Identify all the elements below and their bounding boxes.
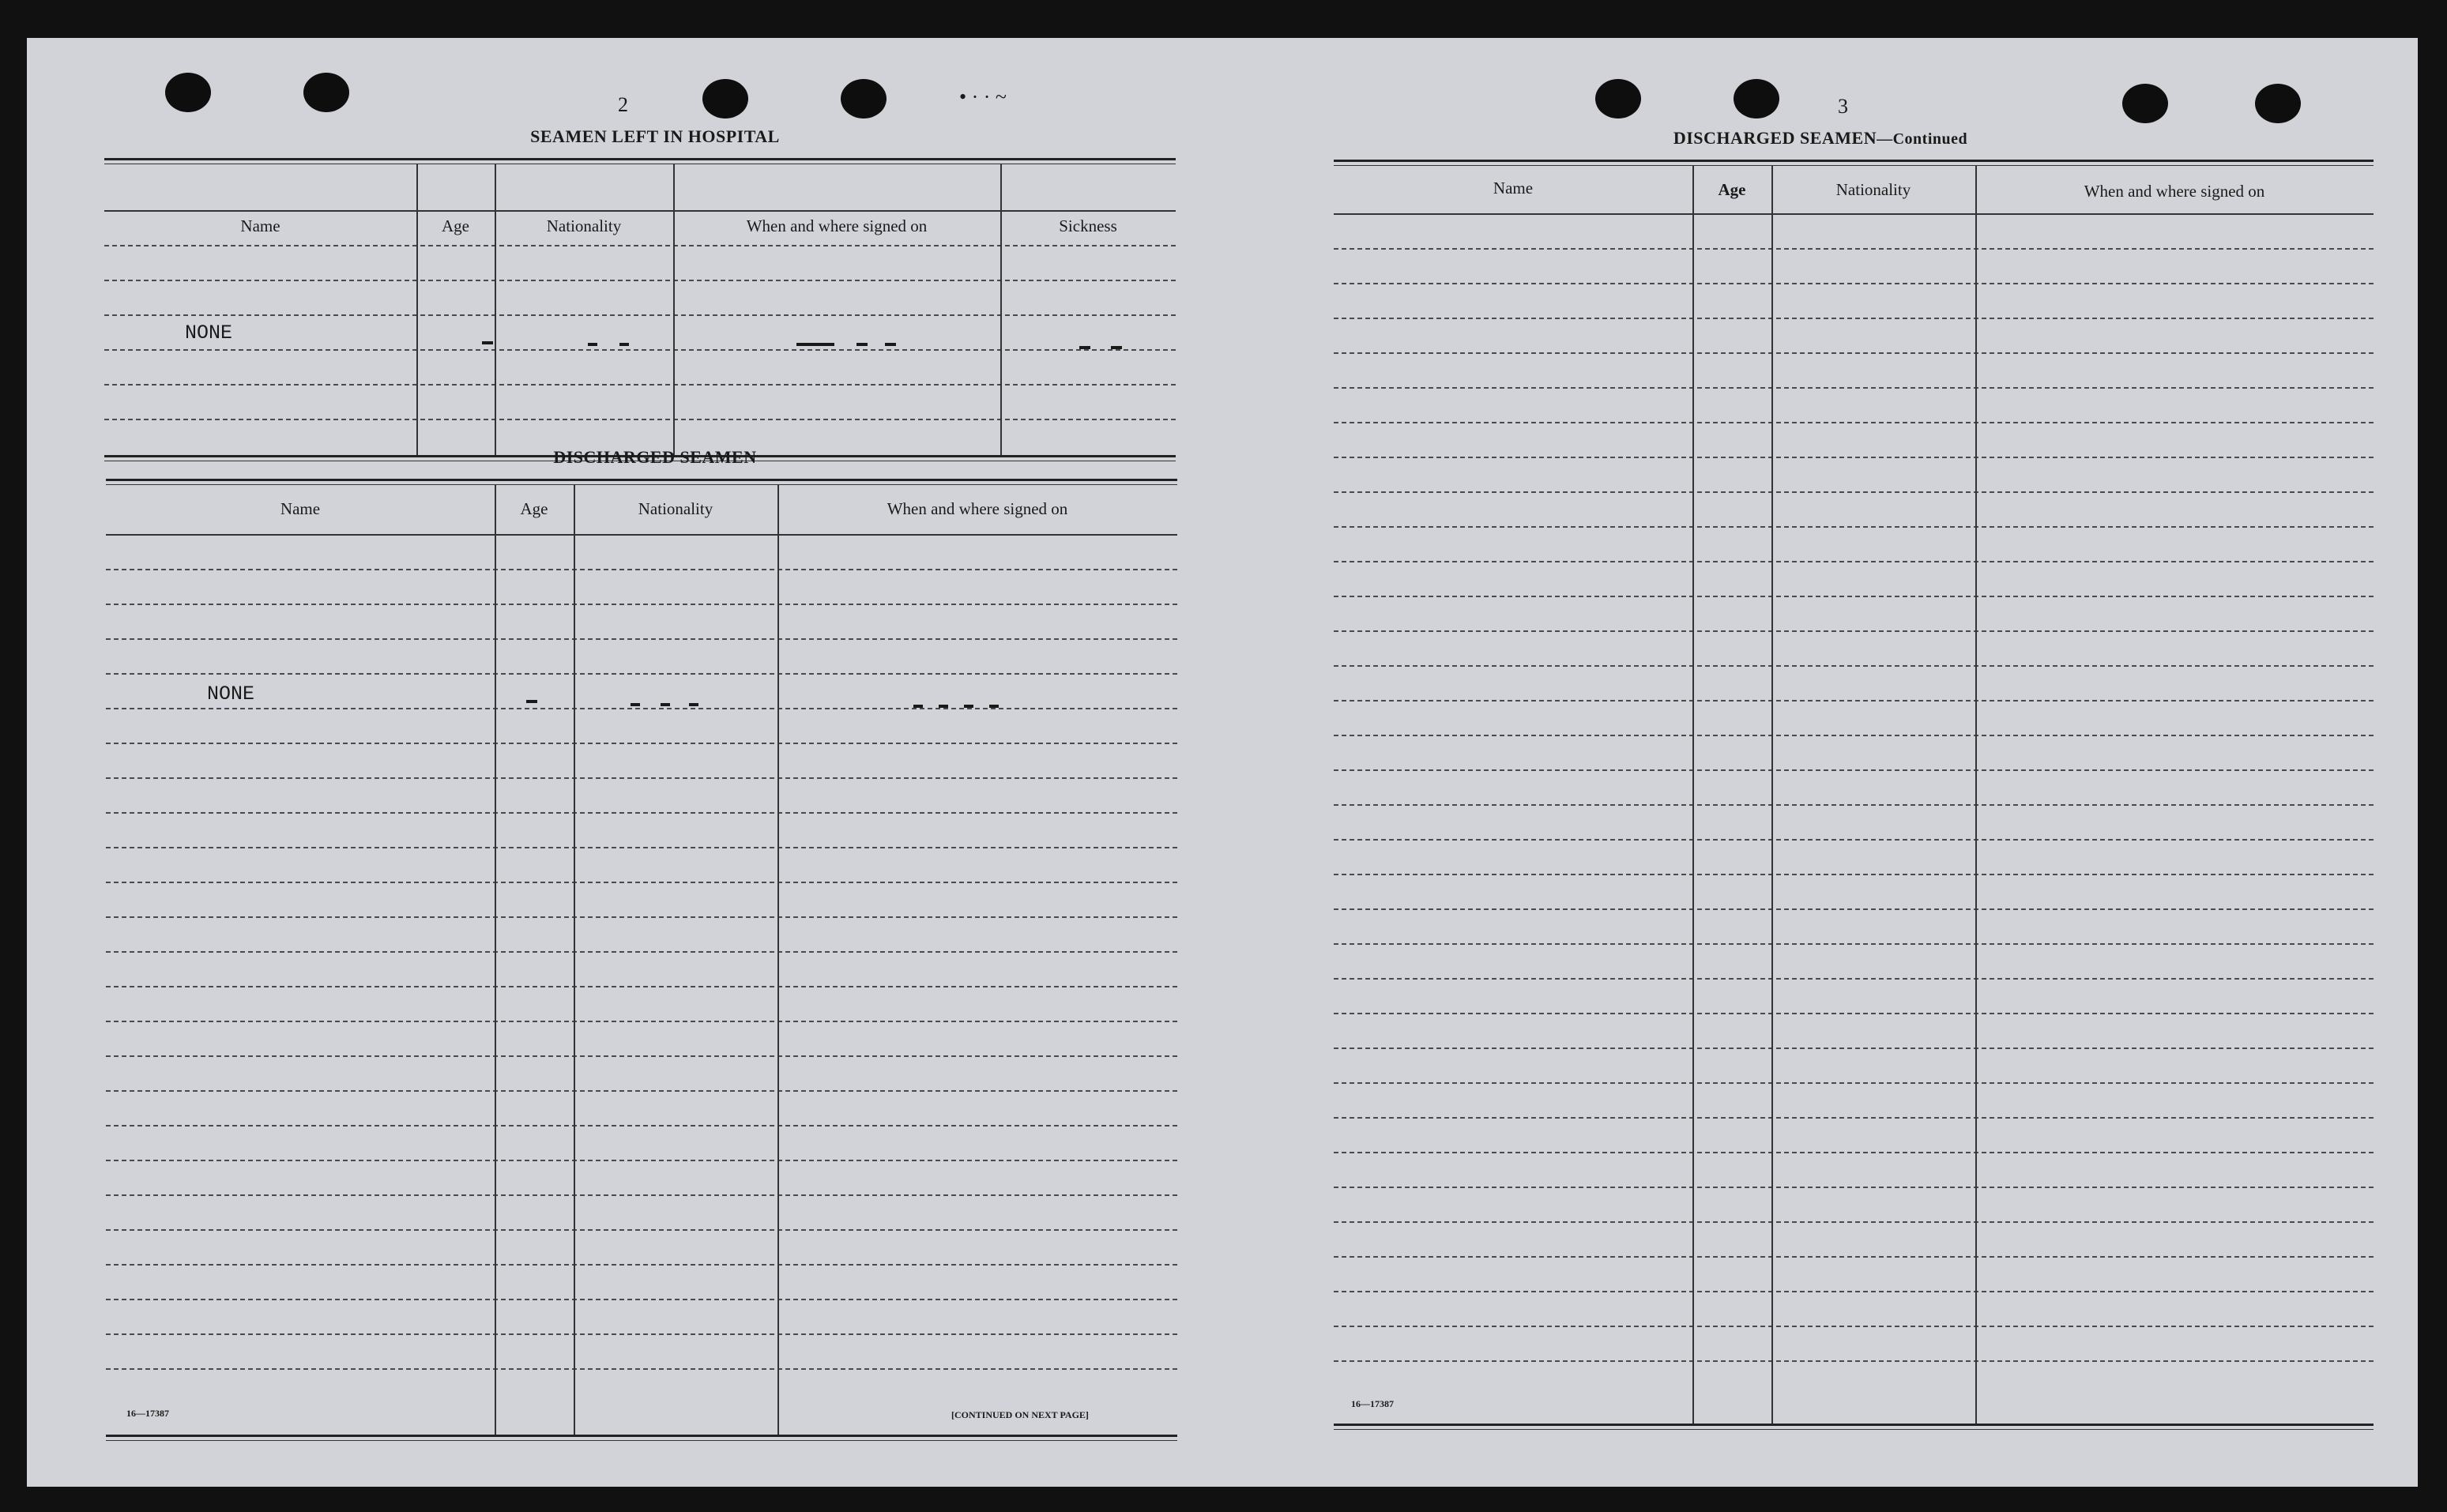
continued-note: [CONTINUED ON NEXT PAGE] bbox=[951, 1409, 1089, 1420]
title-continued: —Continued bbox=[1877, 130, 1968, 148]
form-code: 16—17387 bbox=[1351, 1398, 1394, 1409]
blank-dash bbox=[989, 705, 999, 708]
page-number: 3 bbox=[1838, 95, 1848, 118]
left-page bbox=[27, 38, 1212, 1487]
document-sheet bbox=[27, 38, 2418, 1487]
column-header-signed-on: When and where signed on bbox=[887, 499, 1068, 518]
blank-dash bbox=[588, 343, 597, 346]
hospital-section-title: SEAMEN LEFT IN HOSPITAL bbox=[530, 126, 780, 146]
blank-dash bbox=[856, 343, 868, 346]
column-header-sickness: Sickness bbox=[1059, 216, 1117, 235]
entry-name: NONE bbox=[185, 322, 233, 344]
blank-dash bbox=[939, 705, 948, 708]
blank-dash bbox=[661, 703, 670, 706]
column-header-signed-on: When and where signed on bbox=[746, 216, 928, 235]
blank-dash bbox=[689, 703, 698, 706]
column-header-name: Name bbox=[1493, 179, 1534, 197]
column-header-name: Name bbox=[240, 216, 280, 235]
form-code: 16—17387 bbox=[126, 1408, 169, 1419]
right-page bbox=[1244, 38, 2418, 1487]
blank-dash bbox=[482, 341, 493, 344]
blank-dash bbox=[619, 343, 629, 346]
blank-dash bbox=[526, 700, 537, 703]
blank-dash bbox=[885, 343, 896, 346]
discharged-section-title: DISCHARGED SEAMEN bbox=[553, 447, 757, 467]
column-header-nationality: Nationality bbox=[546, 216, 622, 235]
blank-dash bbox=[631, 703, 640, 706]
blank-dash bbox=[1111, 346, 1122, 349]
page-number: 2 bbox=[618, 93, 628, 116]
discharged-continued-table bbox=[1334, 160, 2374, 1424]
column-header-signed-on: When and where signed on bbox=[2084, 182, 2265, 201]
discharged-continued-title bbox=[1623, 128, 2018, 149]
top-mark: • · · ~ bbox=[959, 85, 1007, 108]
discharged-table bbox=[106, 479, 1177, 1446]
blank-dash bbox=[796, 343, 834, 346]
column-header-nationality: Nationality bbox=[1835, 180, 1911, 199]
column-header-age: Age bbox=[1718, 180, 1746, 199]
column-header-nationality: Nationality bbox=[638, 499, 713, 518]
column-header-age: Age bbox=[520, 499, 548, 518]
blank-dash bbox=[913, 705, 923, 708]
column-header-name: Name bbox=[280, 499, 321, 518]
blank-dash bbox=[964, 705, 973, 708]
blank-dash bbox=[1079, 346, 1090, 349]
title-main: DISCHARGED SEAMEN bbox=[1673, 128, 1877, 148]
entry-name: NONE bbox=[207, 683, 255, 705]
column-header-age: Age bbox=[442, 216, 469, 235]
hospital-table bbox=[104, 158, 1176, 468]
